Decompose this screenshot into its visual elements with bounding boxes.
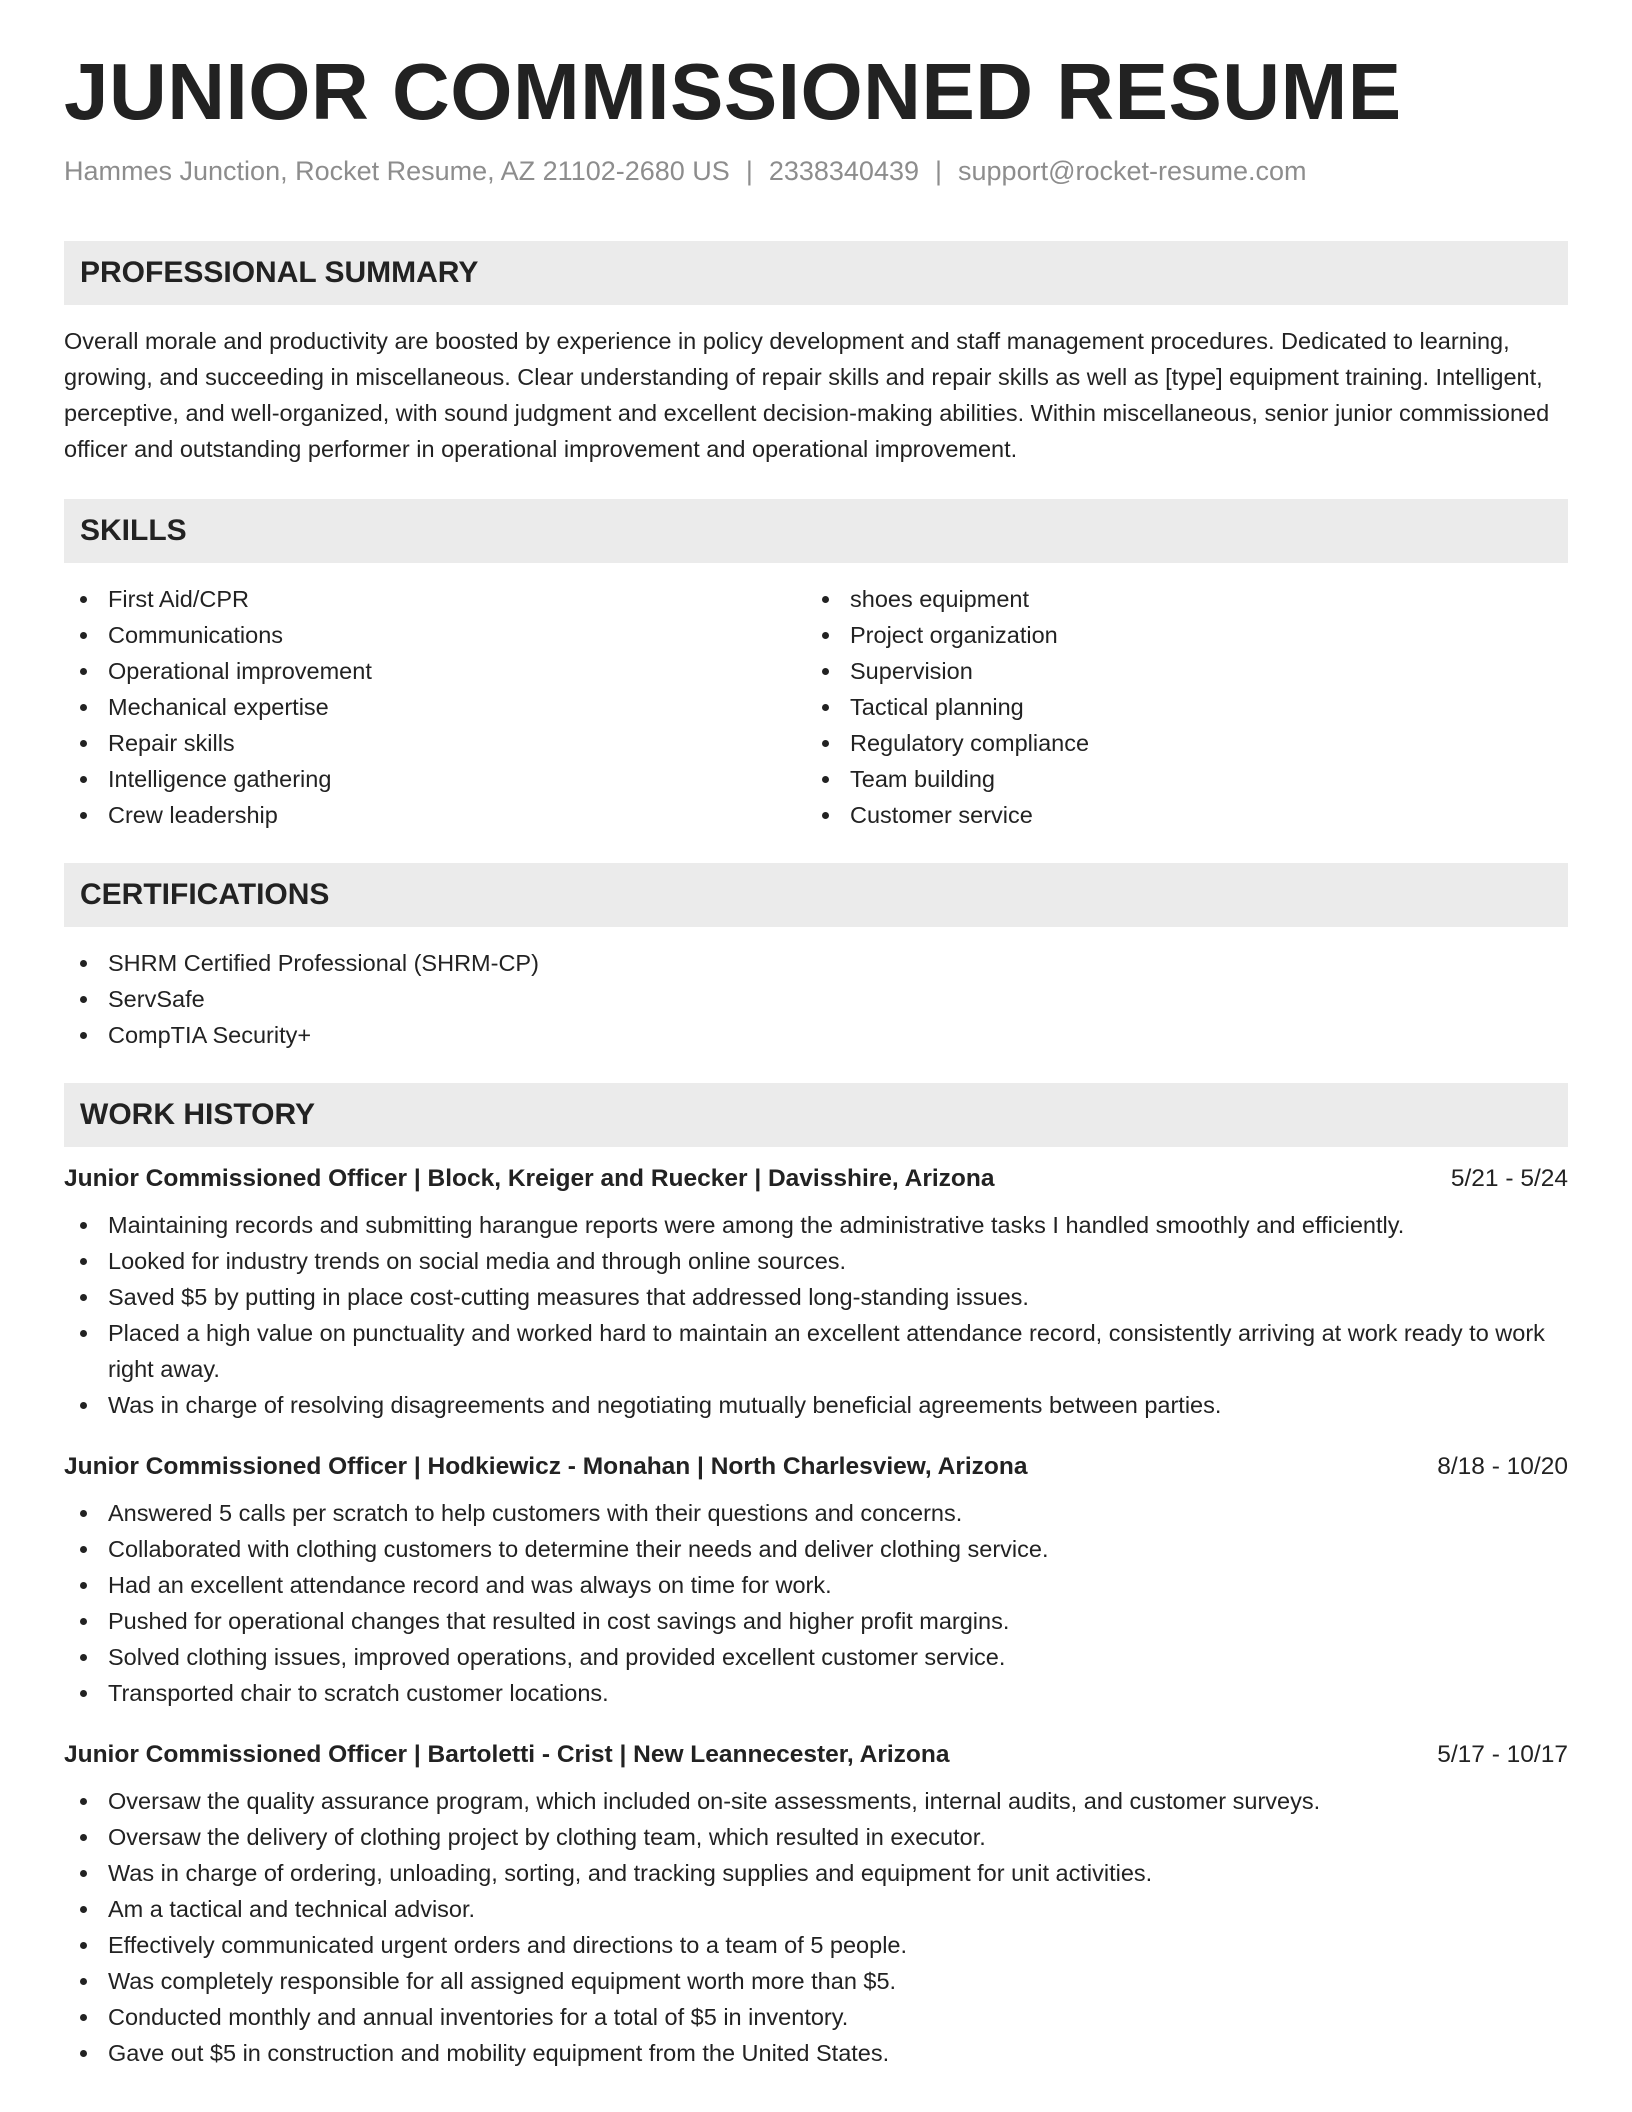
job-bullet: Answered 5 calls per scratch to help customers with their questions and concerns.	[64, 1495, 1568, 1531]
skill-item: Communications	[64, 617, 806, 653]
skill-item: Operational improvement	[64, 653, 806, 689]
skill-item: First Aid/CPR	[64, 581, 806, 617]
section-title: WORK HISTORY	[80, 1098, 316, 1131]
skills-list-right	[806, 581, 1548, 833]
skill-item: Repair skills	[64, 725, 806, 761]
skill-item: Supervision	[806, 653, 1548, 689]
section-header-skills	[64, 499, 1568, 563]
job-title: Junior Commissioned Officer | Hodkiewicz - Monahan | North Charlesview, Arizona	[64, 1453, 1028, 1480]
job-title: Junior Commissioned Officer | Block, Kreiger and Ruecker | Davisshire, Arizona	[64, 1165, 995, 1192]
job-header	[64, 1741, 1568, 1769]
job-entry	[64, 1453, 1568, 1711]
job-bullets	[64, 1783, 1568, 2071]
job-bullets	[64, 1495, 1568, 1711]
certifications-list	[64, 945, 1568, 1053]
certification-item: ServSafe	[64, 981, 1568, 1017]
job-bullet: Saved $5 by putting in place cost-cutting measures that addressed long-standing issues.	[64, 1279, 1568, 1315]
contact-phone: 2338340439	[768, 156, 919, 186]
section-title: CERTIFICATIONS	[80, 878, 330, 911]
job-bullet: Placed a high value on punctuality and worked hard to maintain an excellent attendance record, consistently arriving at work ready to work right away.	[64, 1315, 1568, 1387]
certification-item: SHRM Certified Professional (SHRM-CP)	[64, 945, 1568, 981]
skills-list-left	[64, 581, 806, 833]
job-bullet: Pushed for operational changes that resulted in cost savings and higher profit margins.	[64, 1603, 1568, 1639]
skill-item: Regulatory compliance	[806, 725, 1548, 761]
skill-item: Intelligence gathering	[64, 761, 806, 797]
job-bullet: Conducted monthly and annual inventories for a total of $5 in inventory.	[64, 1999, 1568, 2035]
job-header	[64, 1165, 1568, 1193]
certifications-section	[64, 945, 1568, 1053]
job-bullet: Maintaining records and submitting harangue reports were among the administrative tasks I handled smoothly and efficiently.	[64, 1207, 1568, 1243]
job-dates: 8/18 - 10/20	[1437, 1453, 1568, 1480]
job-bullet: Solved clothing issues, improved operations, and provided excellent customer service.	[64, 1639, 1568, 1675]
skill-item: Customer service	[806, 797, 1548, 833]
job-bullet: Collaborated with clothing customers to determine their needs and deliver clothing service.	[64, 1531, 1568, 1567]
job-bullet: Oversaw the quality assurance program, which included on-site assessments, internal audits, and customer surveys.	[64, 1783, 1568, 1819]
job-bullet: Transported chair to scratch customer locations.	[64, 1675, 1568, 1711]
job-dates: 5/17 - 10/17	[1437, 1741, 1568, 1768]
contact-separator: |	[935, 156, 943, 186]
skill-item: Tactical planning	[806, 689, 1548, 725]
resume-title: JUNIOR COMMISSIONED RESUME	[64, 47, 1402, 136]
job-bullet: Gave out $5 in construction and mobility equipment from the United States.	[64, 2035, 1568, 2071]
job-dates: 5/21 - 5/24	[1450, 1165, 1568, 1192]
job-title: Junior Commissioned Officer | Bartoletti - Crist | New Leannecester, Arizona	[64, 1741, 950, 1768]
job-entry	[64, 1741, 1568, 2071]
skill-item: shoes equipment	[806, 581, 1548, 617]
contact-email: support@rocket-resume.com	[958, 156, 1307, 186]
job-bullet: Was completely responsible for all assigned equipment worth more than $5.	[64, 1963, 1568, 1999]
skill-item: Crew leadership	[64, 797, 806, 833]
section-title: SKILLS	[80, 514, 187, 547]
job-bullets	[64, 1207, 1568, 1423]
skill-item: Project organization	[806, 617, 1548, 653]
skill-item: Team building	[806, 761, 1548, 797]
contact-separator: |	[745, 156, 753, 186]
job-bullet: Effectively communicated urgent orders and directions to a team of 5 people.	[64, 1927, 1568, 1963]
section-header-work-history	[64, 1083, 1568, 1147]
job-bullet: Was in charge of resolving disagreements and negotiating mutually beneficial agreements between parties.	[64, 1387, 1568, 1423]
job-entry	[64, 1165, 1568, 1423]
job-bullet: Oversaw the delivery of clothing project by clothing team, which resulted in executor.	[64, 1819, 1568, 1855]
job-bullet: Looked for industry trends on social media and through online sources.	[64, 1243, 1568, 1279]
section-header-summary	[64, 241, 1568, 305]
section-header-certifications	[64, 863, 1568, 927]
job-bullet: Had an excellent attendance record and was always on time for work.	[64, 1567, 1568, 1603]
contact-address: Hammes Junction, Rocket Resume, AZ 21102-2680 US	[64, 156, 730, 186]
job-bullet: Am a tactical and technical advisor.	[64, 1891, 1568, 1927]
job-bullet: Was in charge of ordering, unloading, sorting, and tracking supplies and equipment for unit activities.	[64, 1855, 1568, 1891]
contact-line	[64, 156, 1568, 187]
job-header	[64, 1453, 1568, 1481]
summary-text: Overall morale and productivity are boosted by experience in policy development and staff management procedures. Dedicated to learning, growing, and succeeding in miscellaneous. Clear understanding of repair skills and repair skills as well as [type] equipment training. Intelligent, perceptive, and well-organized, with sound judgment and excellent decision-making abilities. Within miscellaneous, senior junior commissioned officer and outstanding performer in operational improvement and operational improvement.	[64, 328, 1550, 462]
section-title: PROFESSIONAL SUMMARY	[80, 256, 479, 289]
certification-item: CompTIA Security+	[64, 1017, 1568, 1053]
skill-item: Mechanical expertise	[64, 689, 806, 725]
skills-grid	[64, 581, 1568, 833]
